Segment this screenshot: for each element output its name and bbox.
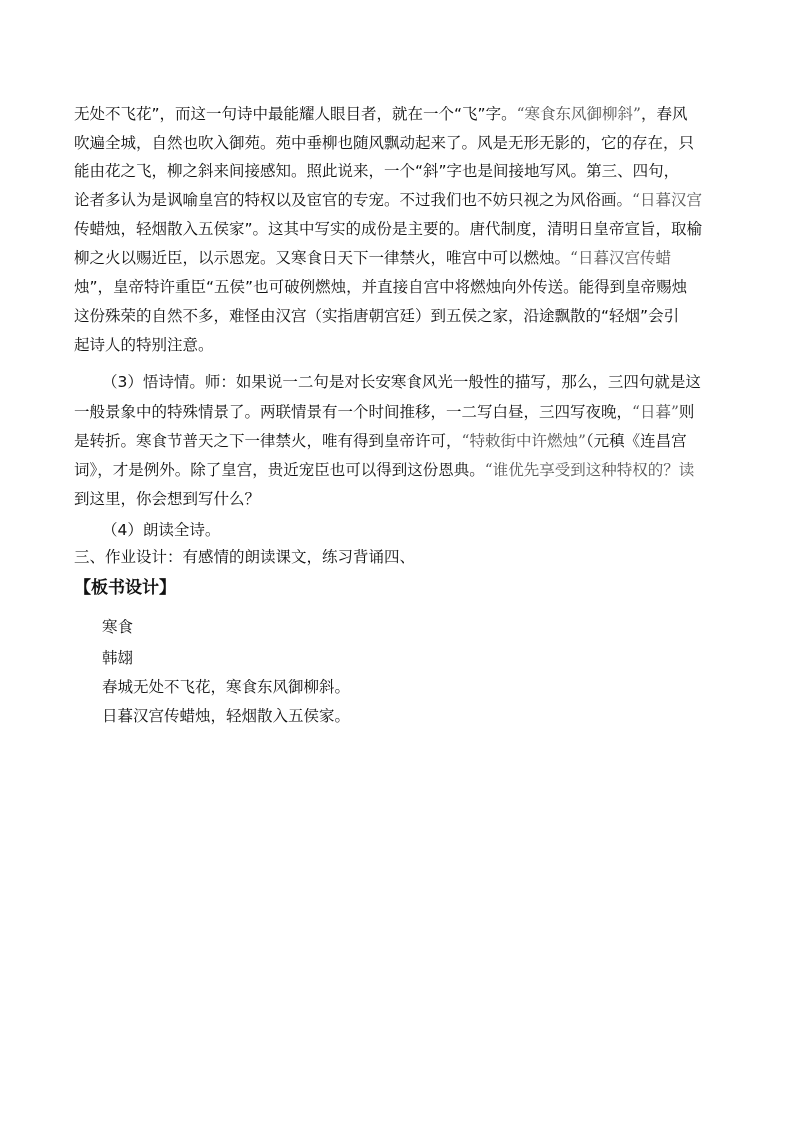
homework-line: 三、作业设计：有感情的朗读课文，练习背诵四、 [74, 548, 416, 566]
body-line [74, 335, 734, 355]
text-span: ，春风 [640, 105, 688, 123]
body-line [74, 248, 734, 268]
paragraph-4: （4）朗读全诗。 [102, 521, 221, 539]
para3-line [74, 489, 734, 509]
para3-line [102, 372, 732, 392]
body-line [74, 306, 734, 326]
text-span: 论者多认为是讽喻皇宫的特权以及宦官的专宠。不过我们也不妨只视之为风俗画。 [74, 191, 633, 209]
body-line [74, 277, 734, 297]
body-line [74, 190, 734, 210]
body-line [74, 161, 734, 181]
body-line [74, 219, 734, 239]
text-span: 到这里，你会想到写什么？ [74, 490, 261, 508]
text-span: 是转折。寒食节普天之下一律禁火，唯有得到皇帝许可， [74, 432, 462, 450]
body-line [74, 104, 734, 124]
text-span: 吹遍全城，自然也吹入御苑。苑中垂柳也随风飘动起来了。风是无形无影的，它的存在，只 [74, 134, 695, 152]
text-span: 一般景象中的特殊情景了。两联情景有一个时间推移，一二写白昼，三四写夜晚， [74, 403, 633, 421]
body-line [74, 133, 734, 153]
text-span: 无处不飞花”，而这一句诗中最能耀人眼目者，就在一个“飞”字。 [74, 105, 517, 123]
poem-title: 寒食 [102, 618, 134, 636]
text-span: 起诗人的特别注意。 [74, 336, 214, 354]
para3-line [74, 431, 734, 451]
text-span: 。这其中写实的成份是主要的。唐代制度，清明日皇帝宣旨，取榆 [252, 220, 703, 238]
para3-line [74, 460, 734, 480]
text-span: 则 [678, 403, 695, 421]
text-span: 传蜡烛，轻烟散入五侯家” [74, 220, 253, 238]
text-span: 词》，才是例外。除了皇宫，贵近宠臣也可以得到这份恩典。 [74, 461, 485, 479]
text-span: 柳之火以赐近臣，以示恩宠。又寒食日天下一律禁火，唯宫中可以燃烛。 [74, 249, 571, 267]
text-span: 这份殊荣的自然不多，难怪由汉宫（实指唐朝宫廷）到五侯之家，沿途飘散的“轻烟”会引 [74, 307, 680, 325]
text-span: 烛”，皇帝特许重臣“五侯”也可破例燃烛，并直接自宫中将燃烛向外传送。能得到皇帝赐烛 [74, 278, 688, 296]
text-span: 能由花之飞，柳之斜来间接感知。照此说来，一个“斜”字也是间接地写风。第三、四句， [74, 162, 680, 180]
poem-line-1: 春城无处不飞花，寒食东风御柳斜。 [102, 678, 351, 696]
quoted-text: “日暮” [632, 403, 679, 421]
board-design-heading: 【板书设计】 [74, 578, 176, 598]
text-span: （元稹《连昌宫 [585, 432, 687, 450]
quoted-text: “特敕街中许燃烛” [461, 432, 586, 450]
para3-line [74, 402, 734, 422]
quoted-text: “日暮汉宫 [632, 191, 702, 209]
quoted-text: “谁优先享受到这种特权的？读 [484, 461, 695, 479]
poem-line-2: 日暮汉宫传蜡烛，轻烟散入五侯家。 [102, 707, 351, 725]
poem-author: 韩翃 [102, 649, 134, 667]
quoted-text: “寒食东风御柳斜” [516, 105, 641, 123]
quoted-text: “日暮汉宫传蜡 [570, 249, 671, 267]
text-span: （3）悟诗情。师：如果说一二句是对长安寒食风光一般性的描写，那么，三四句就是这 [102, 373, 701, 391]
